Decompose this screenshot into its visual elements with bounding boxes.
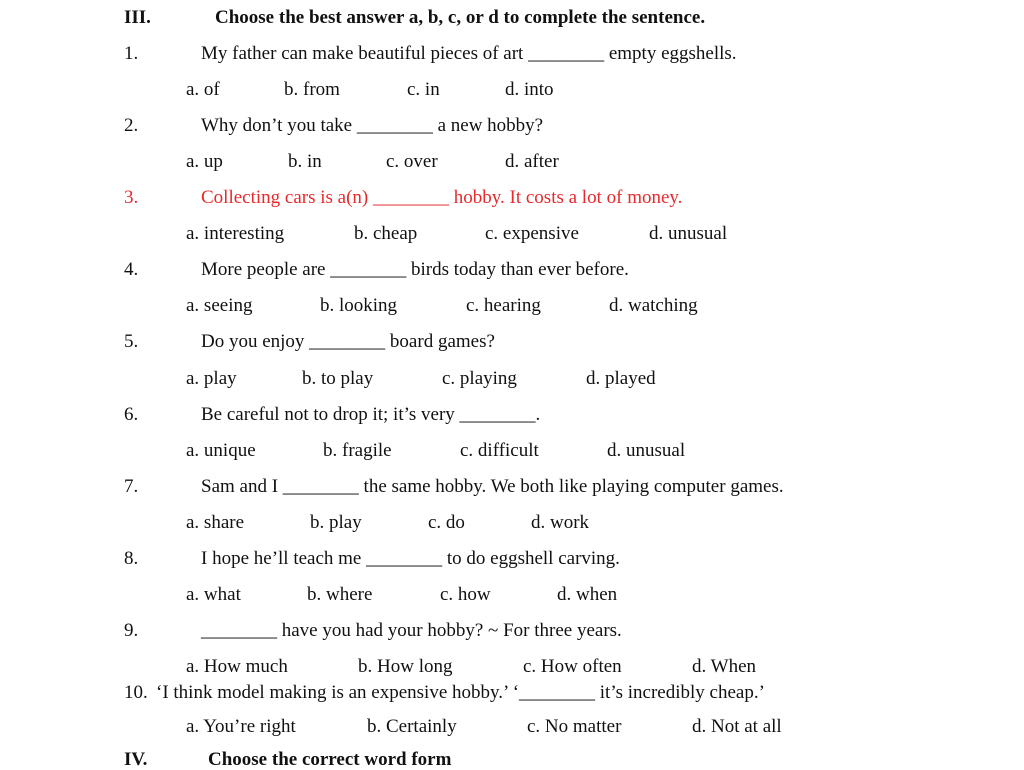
question-number: 10. (124, 682, 148, 703)
option-a[interactable]: a. share (186, 512, 245, 533)
question-text: Why don’t you take ________ a new hobby? (201, 115, 544, 136)
option-c[interactable]: c. How often (523, 656, 622, 677)
option-a[interactable]: a. what (186, 584, 241, 605)
option-d[interactable]: d. When (692, 656, 757, 677)
option-a[interactable]: a. seeing (186, 295, 253, 316)
option-b[interactable]: b. Certainly (367, 716, 457, 737)
question-text: ________ have you had your hobby? ~ For three years. (201, 620, 622, 641)
option-d[interactable]: d. after (505, 151, 559, 172)
option-d[interactable]: d. unusual (607, 440, 686, 461)
option-d[interactable]: d. played (586, 368, 656, 389)
option-c[interactable]: c. difficult (460, 440, 539, 461)
question-text: I hope he’ll teach me ________ to do eggshell carving. (201, 548, 620, 569)
question-text: My father can make beautiful pieces of art ________ empty eggshells. (201, 43, 737, 64)
question-text: Be careful not to drop it; it’s very ________. (201, 404, 541, 425)
option-a[interactable]: a. You’re right (186, 716, 296, 737)
option-b[interactable]: b. looking (320, 295, 398, 316)
option-a[interactable]: a. play (186, 368, 237, 389)
option-b[interactable]: b. where (307, 584, 373, 605)
option-c[interactable]: c. playing (442, 368, 517, 389)
option-c[interactable]: c. how (440, 584, 491, 605)
option-c[interactable]: c. in (407, 79, 440, 100)
option-a[interactable]: a. unique (186, 440, 256, 461)
option-a[interactable]: a. How much (186, 656, 288, 677)
option-c[interactable]: c. expensive (485, 223, 579, 244)
question-number: 1. (124, 43, 139, 64)
section-number: III. (124, 7, 151, 28)
option-b[interactable]: b. How long (358, 656, 453, 677)
next-section-number: IV. (124, 749, 148, 770)
section-instruction: Choose the best answer a, b, c, or d to complete the sentence. (215, 7, 706, 28)
question-number: 9. (124, 620, 139, 641)
question-number-highlighted: 3. (124, 187, 139, 208)
option-b[interactable]: b. play (310, 512, 362, 533)
question-text: Sam and I ________ the same hobby. We both like playing computer games. (201, 476, 784, 497)
option-b[interactable]: b. in (288, 151, 322, 172)
option-c[interactable]: c. do (428, 512, 465, 533)
question-text-highlighted: Collecting cars is a(n) ________ hobby. It costs a lot of money. (201, 187, 683, 208)
option-b[interactable]: b. cheap (354, 223, 418, 244)
option-d[interactable]: d. when (557, 584, 618, 605)
option-c[interactable]: c. hearing (466, 295, 541, 316)
question-text: ‘I think model making is an expensive hobby.’ ‘________ it’s incredibly cheap.’ (156, 682, 765, 703)
question-text: Do you enjoy ________ board games? (201, 331, 495, 352)
option-d[interactable]: d. work (531, 512, 590, 533)
question-number: 2. (124, 115, 139, 136)
option-a[interactable]: a. of (186, 79, 220, 100)
question-number: 7. (124, 476, 139, 497)
question-number: 4. (124, 259, 139, 280)
option-b[interactable]: b. from (284, 79, 340, 100)
option-d[interactable]: d. into (505, 79, 554, 100)
option-b[interactable]: b. to play (302, 368, 374, 389)
question-number: 8. (124, 548, 139, 569)
option-b[interactable]: b. fragile (323, 440, 392, 461)
question-text: More people are ________ birds today than ever before. (201, 259, 629, 280)
option-c[interactable]: c. over (386, 151, 438, 172)
option-c[interactable]: c. No matter (527, 716, 622, 737)
option-d[interactable]: d. watching (609, 295, 698, 316)
option-a[interactable]: a. up (186, 151, 223, 172)
question-number: 5. (124, 331, 139, 352)
question-number: 6. (124, 404, 139, 425)
next-section-instruction: Choose the correct word form (208, 749, 452, 770)
option-d[interactable]: d. unusual (649, 223, 728, 244)
option-a[interactable]: a. interesting (186, 223, 285, 244)
option-d[interactable]: d. Not at all (692, 716, 782, 737)
